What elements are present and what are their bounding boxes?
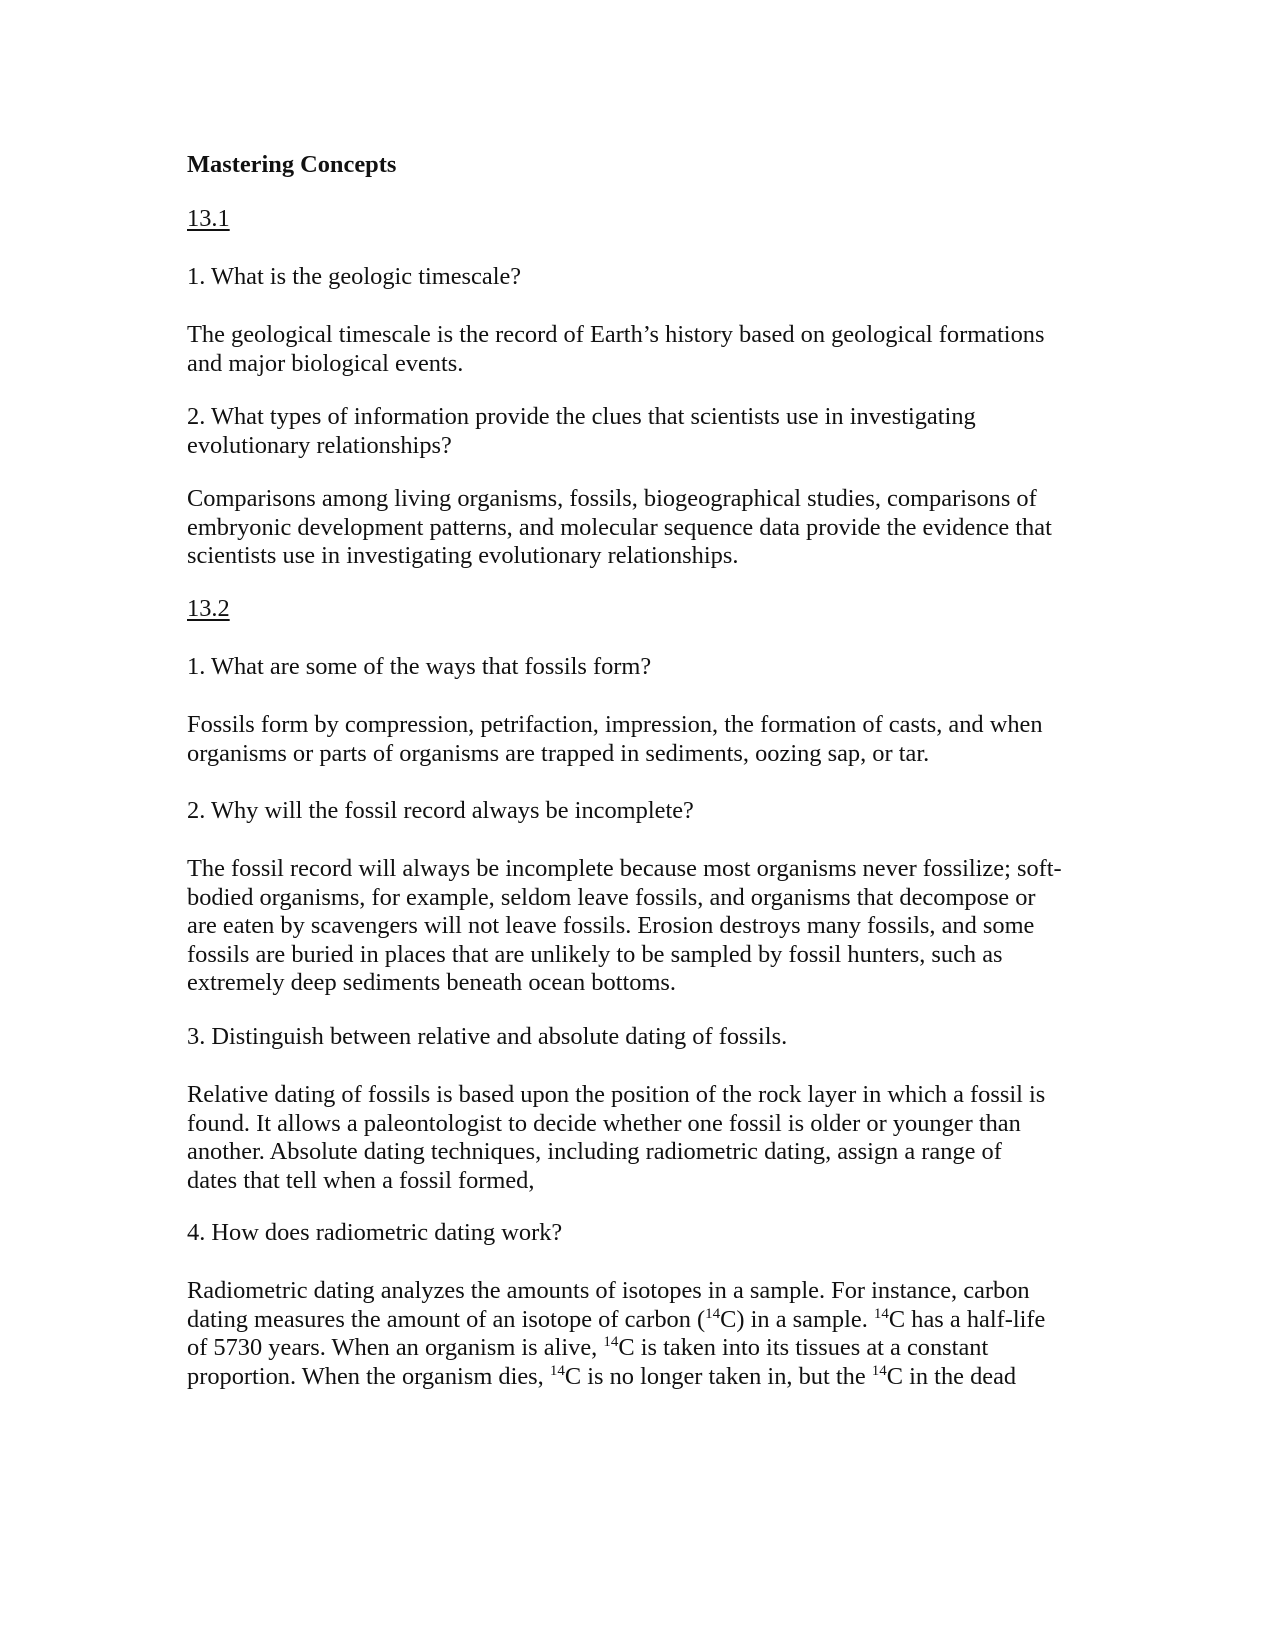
answer-line: fossils are buried in places that are unlikely to be sampled by fossil hunters, such as [187,940,1003,968]
answer-line: found. It allows a paleontologist to decide whether one fossil is older or younger than [187,1109,1021,1137]
answer-line: another. Absolute dating techniques, including radiometric dating, assign a range of [187,1138,1002,1165]
isotope-superscript: 14 [549,1362,565,1379]
isotope-superscript: 14 [871,1362,887,1379]
answer-13-1-1 [187,321,1087,378]
answer-line: The fossil record will always be incomplete because most organisms never fossilize; soft- [187,855,1062,882]
answer-line: dating measures the amount of an isotope of carbon ($^{14}$C) in a sample. $^{14}$C has a half-life [187,1305,1046,1333]
answer-line: The geological timescale is the record of Earth’s history based on geological formations [187,321,1045,348]
question-line: evolutionary relationships? [187,431,452,459]
question-13-2-4: 4. How does radiometric dating work? [187,1219,563,1246]
question-13-2-1: 1. What are some of the ways that fossils form? [187,653,652,680]
isotope-superscript: 14 [705,1305,721,1322]
answer-13-2-2 [187,855,1087,998]
answer-line: Comparisons among living organisms, fossils, biogeographical studies, comparisons of [187,485,1037,512]
answer-line: extremely deep sediments beneath ocean bottoms. [187,969,677,996]
section-heading-13-1: 13.1 [187,205,230,232]
page-title: Mastering Concepts [187,151,397,178]
isotope-superscript: 14 [873,1305,889,1322]
answer-line: Fossils form by compression, petrifaction, impression, the formation of casts, and when [187,711,1043,738]
question-13-2-3: 3. Distinguish between relative and absolute dating of fossils. [187,1023,788,1050]
question-13-2-2: 2. Why will the fossil record always be incomplete? [187,797,694,824]
answer-line: and major biological events. [187,349,464,377]
isotope-superscript: 14 [603,1334,619,1350]
answer-line: bodied organisms, for example, seldom leave fossils, and organisms that decompose or [187,883,1036,911]
answer-13-2-1 [187,711,1087,768]
answer-line: of 5730 years. When an organism is alive, $^{14}$C is taken into its tissues at a constant [187,1334,989,1361]
question-13-1-1: 1. What is the geologic timescale? [187,263,522,290]
answer-line: are eaten by scavengers will not leave fossils. Erosion destroys many fossils, and some [187,912,1035,939]
answer-line: scientists use in investigating evolutionary relationships. [187,542,739,569]
answer-13-2-3 [187,1081,1087,1195]
question-13-1-2 [187,403,1087,460]
answer-line: proportion. When the organism dies, $^{14}$C is no longer taken in, but the $^{14}$C in the dead [187,1362,1017,1390]
question-line: 2. What types of information provide the clues that scientists use in investigating [187,403,976,430]
answer-line: Relative dating of fossils is based upon the position of the rock layer in which a fossil is [187,1081,1046,1108]
answer-line: embryonic development patterns, and molecular sequence data provide the evidence that [187,513,1052,541]
answer-line: Radiometric dating analyzes the amounts of isotopes in a sample. For instance, carbon [187,1277,1030,1304]
answer-line: dates that tell when a fossil formed, [187,1166,535,1194]
answer-13-1-2 [187,485,1087,571]
answer-13-2-4 [187,1277,1087,1391]
section-heading-13-2: 13.2 [187,595,230,622]
answer-line: organisms or parts of organisms are trapped in sediments, oozing sap, or tar. [187,739,930,767]
